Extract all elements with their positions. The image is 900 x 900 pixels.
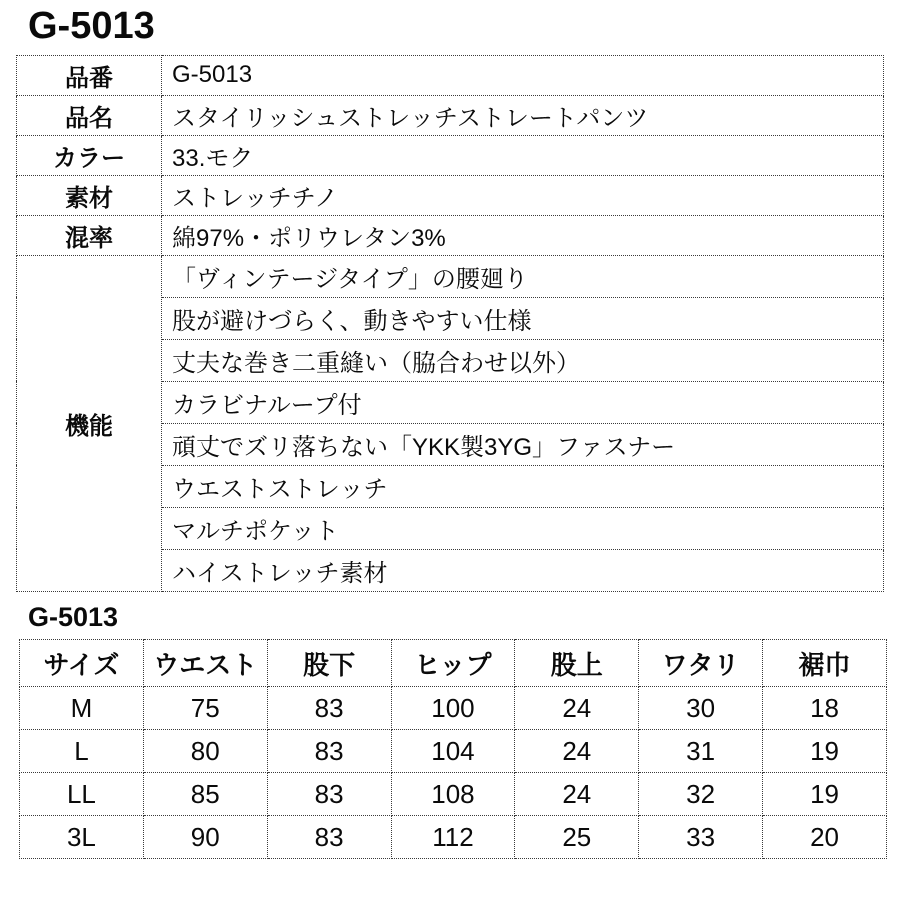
size-cell: 80: [143, 730, 267, 773]
spec-row: [17, 95, 884, 135]
feature-text: 股が避けづらく、動きやすい仕様: [162, 297, 884, 339]
size-table-row: [20, 773, 887, 816]
spec-value: 33.モク: [162, 135, 884, 175]
spec-value: 綿97%・ポリウレタン3%: [162, 215, 884, 255]
size-col-header: ワタリ: [639, 640, 763, 687]
size-col-header: 股上: [515, 640, 639, 687]
size-cell: 83: [267, 730, 391, 773]
size-cell: 20: [763, 816, 887, 859]
size-cell: 19: [763, 730, 887, 773]
size-cell: 24: [515, 730, 639, 773]
spec-row: [17, 215, 884, 255]
size-col-header: サイズ: [20, 640, 144, 687]
feature-row: [17, 255, 884, 297]
size-cell: 112: [391, 816, 515, 859]
size-cell: 19: [763, 773, 887, 816]
size-col-header: 股下: [267, 640, 391, 687]
size-table-row: [20, 730, 887, 773]
size-table: [19, 639, 887, 859]
size-cell: LL: [20, 773, 144, 816]
size-col-header: ヒップ: [391, 640, 515, 687]
size-cell: 83: [267, 773, 391, 816]
product-code-title: G-5013: [28, 5, 155, 47]
spec-row: [17, 55, 884, 95]
size-cell: L: [20, 730, 144, 773]
spec-label: 品名: [17, 95, 162, 135]
spec-row: [17, 135, 884, 175]
size-cell: 24: [515, 773, 639, 816]
size-cell: 33: [639, 816, 763, 859]
size-cell: 90: [143, 816, 267, 859]
size-cell: 75: [143, 687, 267, 730]
size-col-header: 裾巾: [763, 640, 887, 687]
spec-label: 素材: [17, 175, 162, 215]
spec-label: 混率: [17, 215, 162, 255]
feature-text: ウエストストレッチ: [162, 465, 884, 507]
size-table-row: [20, 816, 887, 859]
size-cell: 31: [639, 730, 763, 773]
size-cell: 18: [763, 687, 887, 730]
spec-label: カラー: [17, 135, 162, 175]
size-cell: 85: [143, 773, 267, 816]
features-label: 機能: [17, 255, 162, 591]
size-cell: 83: [267, 816, 391, 859]
spec-row: [17, 175, 884, 215]
size-col-header: ウエスト: [143, 640, 267, 687]
feature-text: カラビナループ付: [162, 381, 884, 423]
size-cell: 25: [515, 816, 639, 859]
size-cell: 30: [639, 687, 763, 730]
feature-text: 頑丈でズリ落ちない「YKK製3YG」ファスナー: [162, 423, 884, 465]
spec-table: [16, 55, 884, 592]
feature-text: マルチポケット: [162, 507, 884, 549]
feature-text: 丈夫な巻き二重縫い（脇合わせ以外）: [162, 339, 884, 381]
size-cell: 3L: [20, 816, 144, 859]
size-cell: 24: [515, 687, 639, 730]
size-cell: M: [20, 687, 144, 730]
feature-text: 「ヴィンテージタイプ」の腰廻り: [162, 255, 884, 297]
size-cell: 108: [391, 773, 515, 816]
spec-value: ストレッチチノ: [162, 175, 884, 215]
size-section-title: G-5013: [28, 601, 119, 632]
spec-value: スタイリッシュストレッチストレートパンツ: [162, 95, 884, 135]
size-cell: 32: [639, 773, 763, 816]
size-header-row: [20, 640, 887, 687]
spec-value: G-5013: [162, 55, 884, 95]
size-cell: 100: [391, 687, 515, 730]
size-cell: 104: [391, 730, 515, 773]
spec-label: 品番: [17, 55, 162, 95]
size-cell: 83: [267, 687, 391, 730]
feature-text: ハイストレッチ素材: [162, 549, 884, 591]
size-table-row: [20, 687, 887, 730]
